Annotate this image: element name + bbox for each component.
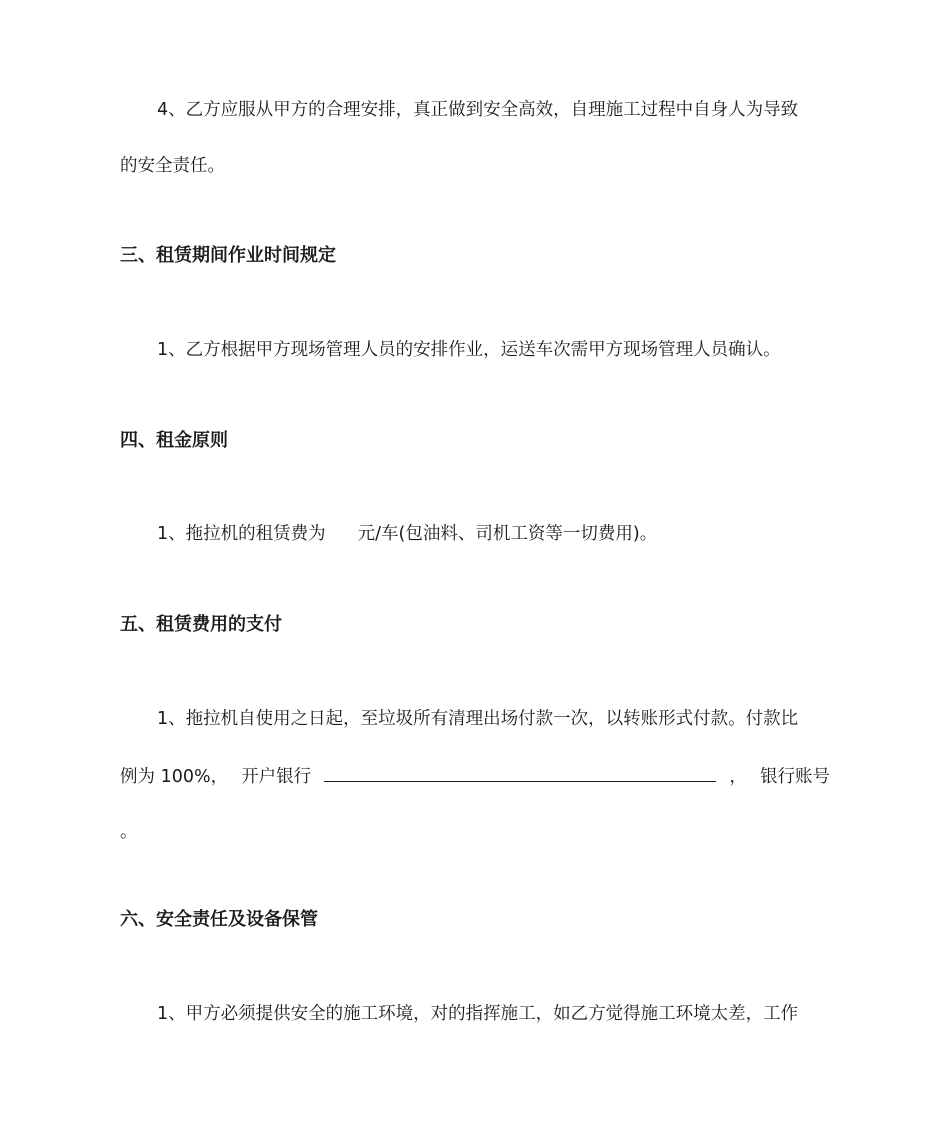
rent-fee-unit-text: 元/车(包油料、司机工资等一切费用)。 xyxy=(357,524,658,544)
bank-label: 开户银行 xyxy=(241,767,312,787)
rent-fee-text: 1、拖拉机的租赁费为 xyxy=(157,524,326,544)
section-heading-6: 六、安全责任及设备保管 xyxy=(120,909,318,930)
paragraph-line: 1、甲方必须提供安全的施工环境，对的指挥施工，如乙方觉得施工环境太差，工作 xyxy=(157,1004,799,1024)
paragraph-line xyxy=(120,763,830,789)
paragraph-line: 。 xyxy=(120,822,138,842)
paragraph-line: 4、乙方应服从甲方的合理安排，真正做到安全高效，自理施工过程中自身人为导致 xyxy=(157,100,799,120)
bank-name-blank xyxy=(324,763,716,782)
paragraph-line xyxy=(157,522,830,546)
section-heading-5: 五、租赁费用的支付 xyxy=(120,614,282,635)
paragraph-line: 1、拖拉机自使用之日起，至垃圾所有清理出场付款一次，以转账形式付款。付款比 xyxy=(157,709,799,729)
account-label: 银行账号 xyxy=(759,767,830,787)
section-heading-4: 四、租金原则 xyxy=(120,430,228,451)
section-heading-3: 三、租赁期间作业时间规定 xyxy=(120,245,336,266)
paragraph-line: 1、乙方根据甲方现场管理人员的安排作业，运送车次需甲方现场管理人员确认。 xyxy=(157,340,781,360)
paragraph-line: 的安全责任。 xyxy=(120,156,225,176)
payment-ratio-text: 例为 100%， xyxy=(120,767,229,787)
comma-text: ， xyxy=(729,767,747,787)
